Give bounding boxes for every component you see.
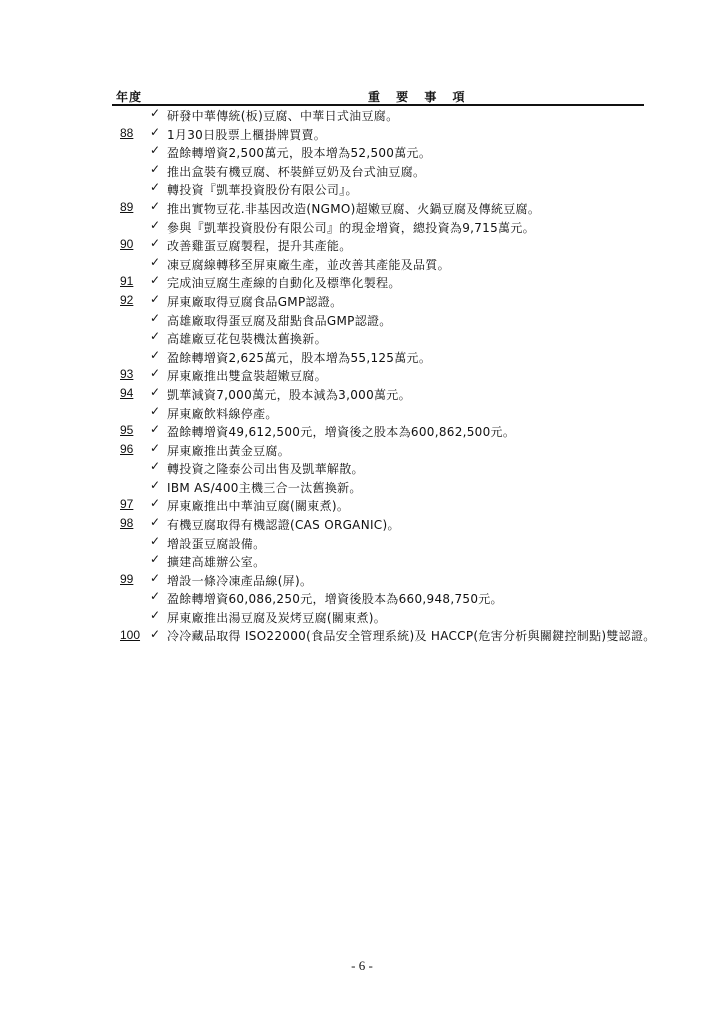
- check-mark-icon: ✓: [150, 198, 161, 213]
- table-row: [112, 236, 652, 255]
- table-row: [112, 143, 652, 162]
- table-row: [112, 199, 652, 218]
- row-year: 93: [120, 367, 134, 382]
- row-text: 屏東廠推出雙盒裝超嫩豆腐。: [167, 369, 327, 384]
- row-text: 參與『凱華投資股份有限公司』的現金增資，總投資為9,715萬元。: [167, 220, 535, 235]
- row-text: 高雄廠取得蛋豆腐及甜點食品GMP認證。: [167, 313, 392, 328]
- row-text: 推出實物豆花.非基因改造(NGMO)超嫩豆腐、火鍋豆腐及傳統豆腐。: [167, 201, 541, 216]
- check-mark-icon: ✓: [150, 589, 161, 604]
- row-year: 89: [120, 199, 134, 214]
- table-row: [112, 515, 652, 534]
- check-mark-icon: ✓: [150, 161, 161, 176]
- table-row: [112, 422, 652, 441]
- row-text: 盈餘轉增資60,086,250元，增資後股本為660,948,750元。: [167, 592, 503, 607]
- row-year: 92: [120, 292, 134, 307]
- row-text: 凱華減資7,000萬元，股本減為3,000萬元。: [167, 387, 411, 402]
- check-mark-icon: ✓: [150, 422, 161, 437]
- row-text: 屏東廠推出湯豆腐及炭烤豆腐(關東煮)。: [167, 611, 387, 626]
- table-row: [112, 180, 652, 199]
- check-mark-icon: ✓: [150, 310, 161, 325]
- row-year: 97: [120, 497, 134, 512]
- table-row: [112, 218, 652, 237]
- milestone-table: [112, 106, 656, 661]
- check-mark-icon: ✓: [150, 217, 161, 232]
- table-row: [112, 125, 652, 144]
- check-mark-icon: ✓: [150, 477, 161, 492]
- check-mark-icon: ✓: [150, 273, 161, 288]
- table-row: [112, 385, 652, 404]
- check-mark-icon: ✓: [150, 515, 161, 530]
- row-year: 99: [120, 571, 134, 586]
- row-text: 增設一條冷凍產品線(屏)。: [167, 573, 313, 588]
- check-mark-icon: ✓: [150, 459, 161, 474]
- row-text: 1月30日股票上櫃掛牌買賣。: [167, 127, 327, 142]
- check-mark-icon: ✓: [150, 329, 161, 344]
- check-mark-icon: ✓: [150, 124, 161, 139]
- table-header: [112, 86, 644, 106]
- row-text: 改善雞蛋豆腐製程，提升其產能。: [167, 239, 352, 254]
- table-row: [112, 459, 652, 478]
- check-mark-icon: ✓: [150, 496, 161, 511]
- row-text: 屏東廠推出中華油豆腐(關東煮)。: [167, 499, 350, 514]
- row-text: 屏東廠飲料線停產。: [167, 406, 278, 421]
- check-mark-icon: ✓: [150, 552, 161, 567]
- table-row: [112, 496, 652, 515]
- check-mark-icon: ✓: [150, 403, 161, 418]
- check-mark-icon: ✓: [150, 570, 161, 585]
- page-number: - 6 -: [351, 958, 373, 973]
- check-mark-icon: ✓: [150, 608, 161, 623]
- table-row: [112, 441, 652, 460]
- row-year: 91: [120, 274, 134, 289]
- row-year: 98: [120, 516, 134, 531]
- row-text: 盈餘轉增資2,500萬元，股本增為52,500萬元。: [167, 146, 432, 161]
- row-year: 94: [120, 385, 134, 400]
- row-text: 冷冷藏品取得 ISO22000(食品安全管理系統)及 HACCP(危害分析與關鍵控制點)雙認證。: [167, 628, 656, 643]
- row-text: 盈餘轉增資2,625萬元，股本增為55,125萬元。: [167, 350, 432, 365]
- table-row: [112, 273, 652, 292]
- check-mark-icon: ✓: [150, 626, 161, 641]
- check-mark-icon: ✓: [150, 347, 161, 362]
- check-mark-icon: ✓: [150, 533, 161, 548]
- table-row: [112, 608, 652, 627]
- row-text: 高雄廠豆花包裝機汰舊換新。: [167, 332, 327, 347]
- table-row: [112, 162, 652, 181]
- row-year: 96: [120, 441, 134, 456]
- row-year: 100: [120, 627, 141, 642]
- table-row: [112, 478, 652, 497]
- check-mark-icon: ✓: [150, 180, 161, 195]
- row-text: IBM AS/400主機三合一汰舊換新。: [167, 480, 362, 495]
- table-row: [112, 255, 652, 274]
- check-mark-icon: ✓: [150, 236, 161, 251]
- row-text: 完成油豆腐生產線的自動化及標準化製程。: [167, 276, 401, 291]
- row-year: 90: [120, 237, 134, 252]
- check-mark-icon: ✓: [150, 291, 161, 306]
- year-column-header: 年度: [116, 90, 143, 104]
- table-row: [112, 366, 652, 385]
- table-row: [112, 292, 652, 311]
- row-year: 88: [120, 125, 134, 140]
- items-column-header: 重 要 事 項: [368, 90, 471, 104]
- table-row: [112, 329, 652, 348]
- row-text: 盈餘轉增資49,612,500元，增資後之股本為600,862,500元。: [167, 425, 516, 440]
- row-year: 95: [120, 423, 134, 438]
- row-text: 轉投資之隆泰公司出售及凱華解散。: [167, 462, 364, 477]
- row-text: 有機豆腐取得有機認證(CAS ORGANIC)。: [167, 518, 400, 533]
- row-text: 增設蛋豆腐設備。: [167, 536, 266, 551]
- check-mark-icon: ✓: [150, 254, 161, 269]
- row-text: 研發中華傳統(板)豆腐、中華日式油豆腐。: [167, 109, 399, 123]
- table-row: [112, 534, 652, 553]
- check-mark-icon: ✓: [150, 384, 161, 399]
- check-mark-icon: ✓: [150, 440, 161, 455]
- row-text: 轉投資『凱華投資股份有限公司』。: [167, 183, 358, 198]
- table-row: [112, 348, 652, 367]
- check-mark-icon: ✓: [150, 366, 161, 381]
- row-text: 凍豆腐線轉移至屏東廠生產，並改善其產能及品質。: [167, 257, 450, 272]
- table-row: [112, 106, 652, 125]
- table-row: [112, 589, 652, 608]
- table-row: [112, 571, 652, 590]
- table-row: [112, 626, 656, 661]
- check-mark-icon: ✓: [150, 106, 161, 120]
- table-row: [112, 311, 652, 330]
- check-mark-icon: ✓: [150, 143, 161, 158]
- row-text: 推出盒裝有機豆腐、杯裝鮮豆奶及台式油豆腐。: [167, 164, 426, 179]
- row-text: 屏東廠推出黃金豆腐。: [167, 443, 291, 458]
- row-text: 擴建高雄辦公室。: [167, 555, 266, 570]
- table-row: [112, 552, 652, 571]
- row-text: 屏東廠取得豆腐食品GMP認證。: [167, 294, 343, 309]
- table-row: [112, 404, 652, 423]
